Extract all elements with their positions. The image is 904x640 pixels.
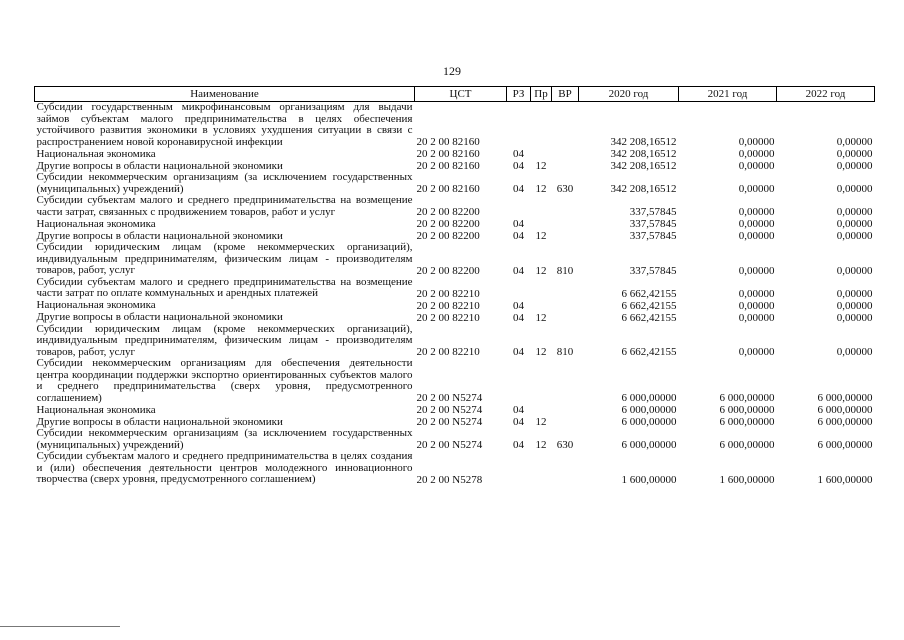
- row-pr: 12: [535, 311, 547, 324]
- table-row: [35, 428, 875, 451]
- row-2020: 6 000,00000: [621, 392, 677, 404]
- row-pr: 12: [535, 439, 547, 451]
- table-row: [35, 277, 875, 300]
- row-2020: 6 662,42155: [621, 299, 677, 312]
- row-name: Национальная экономика: [36, 299, 156, 311]
- row-2021: 0,00000: [738, 287, 775, 300]
- row-2020: 342 208,16512: [610, 136, 677, 148]
- row-2021: 0,00000: [738, 136, 775, 148]
- row-2020: 6 000,00000: [621, 439, 677, 451]
- row-2022: 0,00000: [836, 264, 873, 277]
- row-vr: 810: [556, 346, 574, 358]
- row-vr: [552, 451, 579, 486]
- table-row: [35, 102, 875, 149]
- footer-rule: [0, 626, 120, 627]
- col-header-name: Наименование: [35, 87, 415, 102]
- row-2021: 0,00000: [738, 346, 775, 358]
- row-2022: 0,00000: [836, 218, 873, 230]
- col-header-2022: 2022 год: [777, 87, 875, 102]
- row-name: Субсидии юридическим лицам (кроме некоммерческих организаций), индивидуальным предпринимателям, физическим лицам - производителям товаров, работ, услуг: [36, 241, 413, 276]
- row-vr: [552, 358, 579, 404]
- row-cst: 20 2 00 82160: [416, 183, 480, 195]
- row-rz: 04: [513, 346, 524, 358]
- row-rz: [507, 358, 531, 404]
- row-2021: 6 000,00000: [719, 404, 775, 416]
- row-cst: 20 2 00 N5278: [416, 473, 483, 486]
- row-2022: 0,00000: [836, 206, 873, 218]
- row-2021: 0,00000: [738, 183, 775, 195]
- row-vr: 810: [556, 264, 574, 277]
- row-2022: 0,00000: [836, 148, 873, 160]
- row-name: Другие вопросы в области национальной экономики: [36, 311, 283, 323]
- row-2022: 0,00000: [836, 299, 873, 312]
- table-row: [35, 358, 875, 404]
- row-pr: 12: [535, 183, 547, 195]
- row-cst: 20 2 00 N5274: [416, 392, 483, 404]
- row-2022: 6 000,00000: [817, 416, 873, 428]
- row-vr: [552, 160, 579, 172]
- row-vr: [552, 416, 579, 428]
- row-pr: [531, 218, 552, 230]
- row-cst: 20 2 00 82210: [416, 346, 480, 358]
- row-rz: [507, 277, 531, 300]
- row-2021: 0,00000: [738, 299, 775, 312]
- row-pr: [531, 148, 552, 160]
- row-2020: 337,57845: [629, 218, 677, 230]
- row-2021: 0,00000: [738, 160, 775, 172]
- row-2020: 6 662,42155: [621, 346, 677, 358]
- row-2021: 0,00000: [738, 264, 775, 277]
- table-row: [35, 324, 875, 359]
- row-vr: [552, 312, 579, 324]
- row-cst: 20 2 00 82210: [416, 287, 480, 300]
- row-rz: [507, 451, 531, 486]
- row-name: Субсидии государственным микрофинансовым организациям для выдачи займов субъектам малого предпринимательства в целях обеспечения устойчивого развития экономики в условиях ухудшения ситуации в связи с распространением новой коронавирусной инфекции: [36, 101, 413, 148]
- row-rz: 04: [513, 439, 524, 451]
- row-vr: [552, 300, 579, 312]
- row-2022: 0,00000: [836, 230, 873, 242]
- row-cst: 20 2 00 82210: [416, 311, 480, 324]
- col-header-vr: ВР: [552, 87, 579, 102]
- row-name: Субсидии субъектам малого и среднего предпринимательства на возмещение части затрат, связанных с продвижением товаров, работ и услуг: [36, 194, 413, 218]
- row-cst: 20 2 00 82200: [416, 230, 480, 242]
- row-cst: 20 2 00 82210: [416, 299, 480, 312]
- table-body: [35, 102, 875, 486]
- row-rz: 04: [513, 311, 524, 324]
- col-header-2021: 2021 год: [679, 87, 777, 102]
- row-rz: 04: [513, 183, 524, 195]
- table-row: [35, 404, 875, 416]
- row-2022: 6 000,00000: [817, 439, 873, 451]
- row-2021: 0,00000: [738, 230, 775, 242]
- row-rz: [507, 102, 531, 149]
- table-row: [35, 242, 875, 277]
- row-pr: 12: [535, 160, 547, 172]
- row-rz: 04: [513, 218, 524, 230]
- row-2020: 337,57845: [629, 206, 677, 218]
- row-cst: 20 2 00 82160: [416, 160, 480, 172]
- table-row: [35, 300, 875, 312]
- row-2021: 6 000,00000: [719, 416, 775, 428]
- table-row: [35, 218, 875, 230]
- row-pr: [531, 300, 552, 312]
- row-2020: 337,57845: [629, 264, 677, 277]
- row-rz: [507, 195, 531, 218]
- table-row: [35, 451, 875, 486]
- row-2021: 0,00000: [738, 148, 775, 160]
- row-rz: 04: [513, 230, 524, 242]
- row-2020: 6 000,00000: [621, 404, 677, 416]
- col-header-cst: ЦСТ: [415, 87, 507, 102]
- row-cst: 20 2 00 82200: [416, 264, 480, 277]
- row-name: Субсидии некоммерческим организациям для обеспечения деятельности центра координации поддержки экспортно ориентированных субъектов малого и среднего предпринимательства (сверх уровня, предусмотренного соглашением): [36, 357, 413, 404]
- row-pr: 12: [535, 346, 547, 358]
- row-name: Субсидии субъектам малого и среднего предпринимательства на возмещение части затрат по оплате коммунальных и арендных платежей: [36, 275, 413, 299]
- row-pr: 12: [535, 230, 547, 242]
- col-header-2020: 2020 год: [579, 87, 679, 102]
- row-2020: 1 600,00000: [621, 473, 677, 486]
- row-vr: [552, 230, 579, 242]
- table-row: [35, 148, 875, 160]
- row-2020: 6 000,00000: [621, 416, 677, 428]
- row-2020: 342 208,16512: [610, 148, 677, 160]
- row-2022: 1 600,00000: [817, 473, 873, 486]
- row-2022: 0,00000: [836, 136, 873, 148]
- row-name: Другие вопросы в области национальной экономики: [36, 415, 283, 428]
- row-name: Субсидии юридическим лицам (кроме некоммерческих организаций), индивидуальным предпринимателям, физическим лицам - производителям товаров, работ, услуг: [36, 322, 413, 358]
- page-number: 129: [443, 64, 461, 78]
- row-pr: [531, 102, 552, 149]
- row-2021: 0,00000: [738, 206, 775, 218]
- row-name: Субсидии некоммерческим организациям (за исключением государственных (муниципальных) учреждений): [36, 427, 413, 451]
- table-row: [35, 172, 875, 195]
- row-vr: [552, 148, 579, 160]
- row-vr: [552, 102, 579, 149]
- row-2021: 0,00000: [738, 218, 775, 230]
- row-name: Субсидии субъектам малого и среднего предпринимательства в целях создания и (или) обеспечения деятельности центров молодежного инновационного творчества (сверх уровня, предусмотренного соглашением): [36, 450, 413, 485]
- row-name: Субсидии некоммерческим организациям (за исключением государственных (муниципальных) учреждений): [36, 171, 413, 195]
- budget-table: [34, 86, 875, 486]
- table-header-row: [35, 87, 875, 102]
- row-2021: 0,00000: [738, 311, 775, 324]
- row-pr: [531, 195, 552, 218]
- row-rz: 04: [513, 416, 524, 428]
- row-vr: [552, 195, 579, 218]
- row-2020: 337,57845: [629, 230, 677, 242]
- row-name: Другие вопросы в области национальной экономики: [36, 229, 283, 242]
- row-name: Национальная экономика: [36, 147, 156, 160]
- row-vr: 630: [556, 439, 574, 451]
- table-row: [35, 195, 875, 218]
- row-cst: 20 2 00 N5274: [416, 416, 483, 428]
- row-2020: 342 208,16512: [610, 183, 677, 195]
- row-cst: 20 2 00 N5274: [416, 404, 483, 416]
- row-cst: 20 2 00 82200: [416, 206, 480, 218]
- row-pr: 12: [535, 264, 547, 277]
- row-2022: 0,00000: [836, 346, 873, 358]
- row-cst: 20 2 00 82160: [416, 136, 480, 148]
- row-name: Другие вопросы в области национальной экономики: [36, 159, 283, 172]
- row-pr: 12: [535, 416, 547, 428]
- row-pr: [531, 451, 552, 486]
- row-vr: [552, 404, 579, 416]
- row-2021: 6 000,00000: [719, 392, 775, 404]
- row-pr: [531, 358, 552, 404]
- row-2022: 0,00000: [836, 311, 873, 324]
- row-2020: 6 662,42155: [621, 287, 677, 300]
- row-rz: 04: [513, 264, 524, 277]
- col-header-pr: Пр: [531, 87, 552, 102]
- row-rz: 04: [513, 404, 524, 416]
- table-row: [35, 312, 875, 324]
- col-header-rz: РЗ: [507, 87, 531, 102]
- row-2022: 6 000,00000: [817, 392, 873, 404]
- row-pr: [531, 404, 552, 416]
- row-2020: 6 662,42155: [621, 311, 677, 324]
- row-name: Национальная экономика: [36, 217, 156, 230]
- row-vr: [552, 277, 579, 300]
- row-rz: 04: [513, 299, 524, 312]
- row-vr: [552, 218, 579, 230]
- row-2022: 6 000,00000: [817, 404, 873, 416]
- row-cst: 20 2 00 N5274: [416, 439, 483, 451]
- row-vr: 630: [556, 183, 574, 195]
- row-2022: 0,00000: [836, 287, 873, 300]
- row-cst: 20 2 00 82200: [416, 218, 480, 230]
- row-2022: 0,00000: [836, 160, 873, 172]
- row-2021: 6 000,00000: [719, 439, 775, 451]
- row-name: Национальная экономика: [36, 403, 156, 416]
- row-2022: 0,00000: [836, 183, 873, 195]
- row-2020: 342 208,16512: [610, 160, 677, 172]
- row-cst: 20 2 00 82160: [416, 148, 480, 160]
- row-2021: 1 600,00000: [719, 473, 775, 486]
- row-pr: [531, 277, 552, 300]
- row-rz: 04: [513, 160, 524, 172]
- row-rz: 04: [513, 148, 524, 160]
